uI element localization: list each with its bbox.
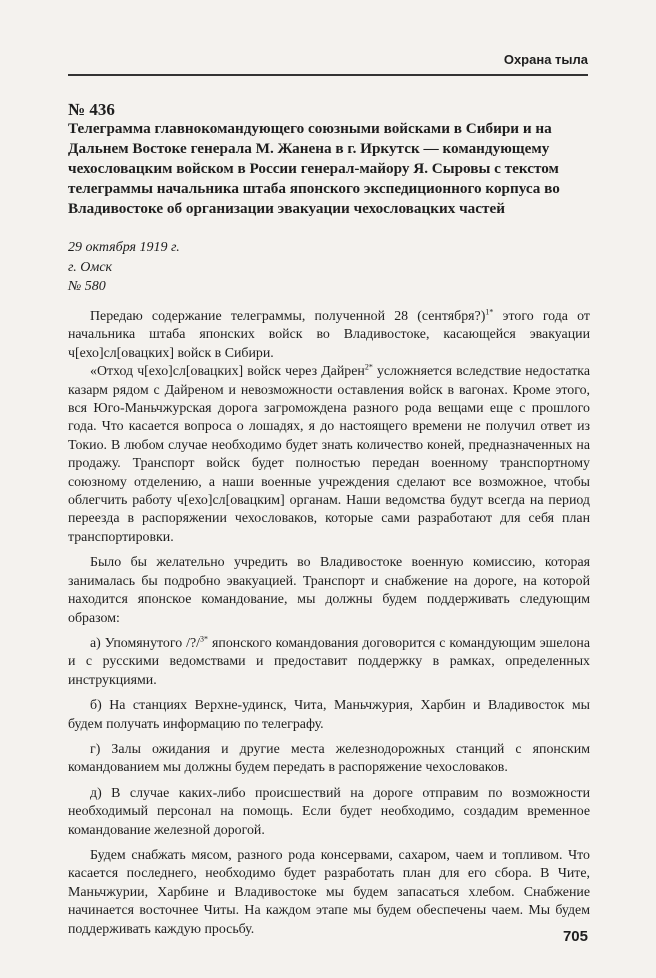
header-rule [68, 74, 588, 76]
paragraph-text: усложняется вследствие недостатка казарм рядом с Дайреном и невозможности оставления войск в вагонах. Кроме этого, вся Юго-Маньчжурская дорога загромождена разного рода вещами еще с прошлого года. Что касается вопроса о лошадях, я до настоящего времени не получил ответ из Токио. В любом случае необходимо будет знать количество коней, предназначенных на продажу. Транспорт войск будет полностью передан военному транспортному союзному отделению, а наши военные учреждения сделают все возможное, чтобы облегчить работу ч[ехо]сл[овацким] органам. Наши ведомства будут всегда на период переезда в распоряжении чехословаков, которые сами разработают для себя план транспортировки. [68, 364, 590, 545]
paragraph-text: г) Залы ожидания и другие места железнодорожных станций с японским командованием мы должны будем передать в распоряжение чехословаков. [68, 741, 590, 776]
document-place: г. Омск [68, 260, 113, 275]
running-head: Охрана тыла [503, 52, 588, 67]
paragraph-p3 [68, 554, 590, 628]
page-number: 705 [562, 928, 588, 945]
paragraph-p5 [68, 697, 590, 734]
paragraph-p2 [68, 363, 590, 547]
footnote-marker: 3* [200, 634, 209, 644]
paragraph-p1 [68, 308, 590, 363]
paragraph-p4 [68, 635, 590, 690]
paragraph-text: Передаю содержание телеграммы, полученной 28 (сентября?) [90, 309, 486, 324]
paragraph-text: «Отход ч[ехо]сл[овацких] войск через Дайрен [90, 364, 365, 380]
footnote-marker: 2* [364, 362, 373, 372]
document-reference: № 580 [68, 279, 106, 294]
paragraph-text: б) На станциях Верхне-удинск, Чита, Маньчжурия, Харбин и Владивосток мы будем получать информацию по телеграфу. [68, 698, 590, 732]
paragraph-text: этого года от начальника штаба японских войск во Владивостоке, касающейся эвакуации ч[ехо]сл[овацких] войск в Сибири. [68, 309, 590, 361]
paragraph-text: Было бы желательно учредить во Владивостоке военную комиссию, которая занималась бы подробно эвакуацией. Транспорт и снабжение на дороге, на которой находится японское командование, мы должны будем поддерживать следующим образом: [68, 555, 590, 626]
footnote-marker: 1* [485, 307, 494, 317]
paragraph-text: Будем снабжать мясом, разного рода консервами, сахаром, чаем и топливом. Что касается последнего, необходимо будет разработать план для его сбора. В Чите, Маньчжурии, Харбине и Владивостоке мы будем запасаться хлебом. Снабжение начинается восточнее Читы. На каждом этапе мы будем обеспечены чаем. Мы будем поддерживать каждую просьбу. [68, 847, 590, 937]
paragraph-p7 [68, 785, 590, 840]
paragraph-p6 [68, 741, 590, 778]
paragraph-text: а) Упомянутого /?/ [90, 635, 201, 651]
paragraph-p8 [68, 847, 590, 939]
document-body [68, 308, 590, 939]
paragraph-text: японского командования договорится с командующим эшелона и с русскими ведомствами и предоставит поддержку в рамках, определенных инструкциями. [68, 635, 590, 688]
document-title: Телеграмма главнокомандующего союзными войсками в Сибири и на Дальнем Востоке генерала М. Жанена в г. Иркутск — командующему чехословацким войском в России генерал-майору Я. Сыровы с текстом телеграммы начальника штаба японского экспедиционного корпуса во Владивостоке об организации эвакуации чехословацких частей [68, 120, 560, 217]
document-date: 29 октября 1919 г. [68, 240, 180, 255]
paragraph-text: д) В случае каких-либо происшествий на дороге отправим по возможности необходимый персонал на помощь. Если будет необходимо, создадим временное командование железной дорогой. [68, 785, 590, 838]
document-number: № 436 [68, 100, 115, 119]
